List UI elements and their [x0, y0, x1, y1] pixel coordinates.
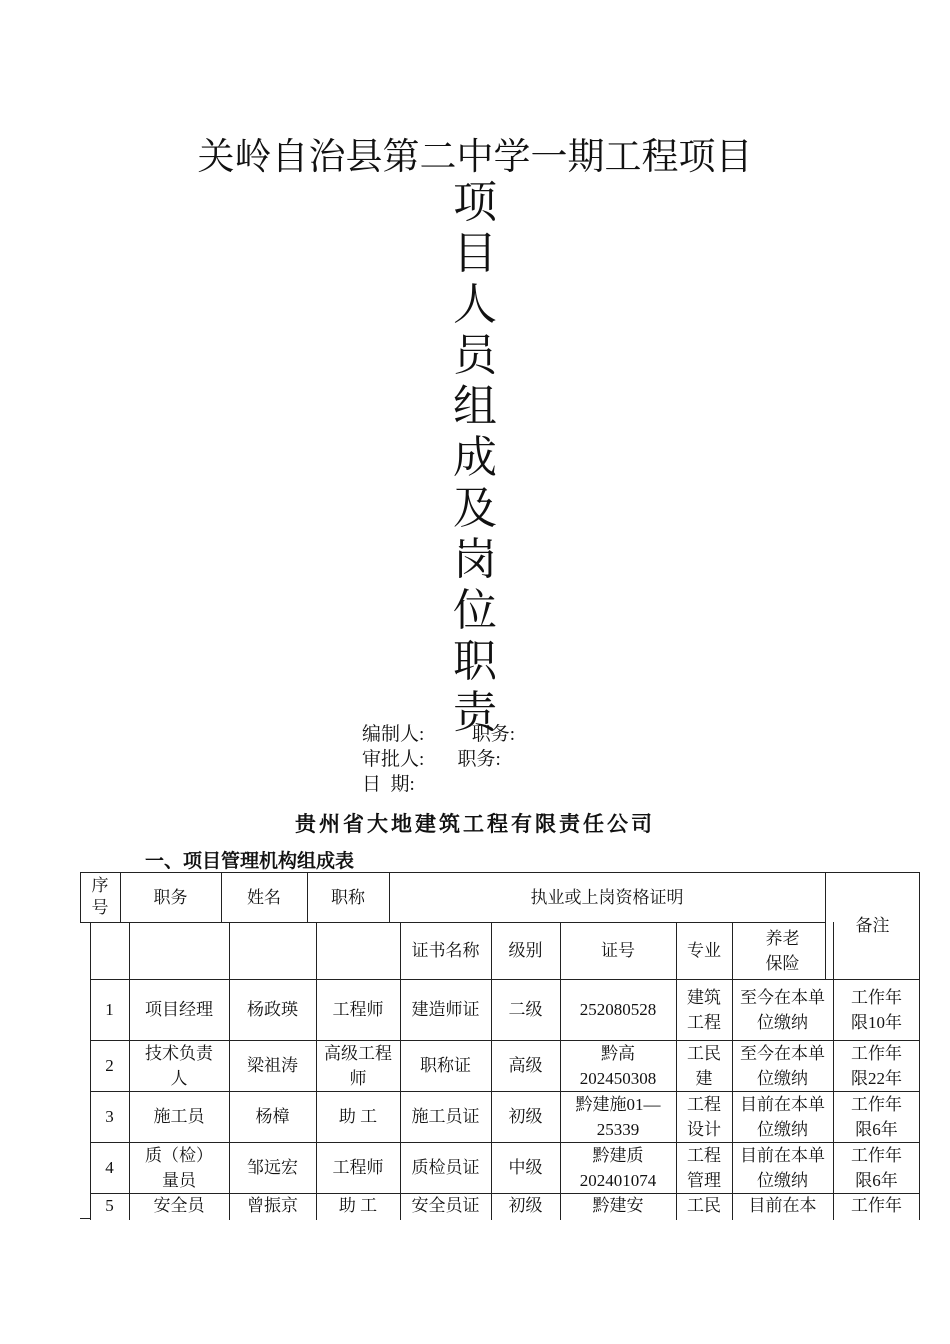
table-rule: [825, 872, 826, 922]
cell-major: 工民: [687, 1196, 721, 1215]
cell-cert-name: 施工员证: [411, 1107, 480, 1126]
header-title: 职称: [331, 887, 365, 907]
vertical-title-char: 职: [453, 636, 497, 687]
cell-title: 高级工程师: [324, 1043, 392, 1088]
cell-level: 二级: [508, 1000, 543, 1019]
cell-remark: 工作年: [851, 1196, 902, 1215]
table-rule: [833, 922, 834, 1220]
header-cert-name: 证书名称: [411, 941, 480, 960]
table-rule: [90, 1142, 920, 1143]
date-line: 日 期:: [362, 774, 415, 795]
table-rule: [90, 979, 920, 980]
table-rule: [400, 922, 401, 1220]
vertical-title-char: 成: [453, 432, 497, 483]
cell-cert-name: 建造师证: [411, 1000, 480, 1019]
table-rule: [80, 922, 825, 923]
cell-major: 工民建: [687, 1043, 721, 1088]
cell-level: 高级: [508, 1056, 543, 1075]
table-rule: [919, 922, 920, 1220]
header-major: 专业: [687, 941, 721, 960]
cell-title: 助 工: [338, 1107, 378, 1126]
header-cert-group: 执业或上岗资格证明: [530, 887, 684, 907]
table-rule: [919, 872, 920, 922]
cell-pension: 目前在本单位缴纳: [740, 1145, 825, 1190]
cell-pension: 至今在本单位缴纳: [740, 1043, 825, 1088]
cell-title: 助 工: [338, 1196, 378, 1215]
cell-level: 初级: [508, 1107, 543, 1126]
header-name: 姓名: [247, 887, 281, 907]
table-rule: [120, 872, 121, 922]
cell-cert-name: 质检员证: [411, 1158, 480, 1177]
vertical-title-char: 及: [453, 483, 497, 534]
cell-name: 曾振京: [247, 1196, 298, 1215]
section-title: 一、项目管理机构组成表: [145, 850, 355, 872]
cell-remark: 工作年限10年: [851, 987, 902, 1032]
cell-cert-no: 黔建施01—25339: [575, 1094, 661, 1139]
compiler-line: 编制人: 职务:: [362, 724, 516, 745]
cell-name: 邹远宏: [247, 1158, 298, 1177]
cell-remark: 工作年限22年: [851, 1043, 902, 1088]
cell-seq: 1: [105, 1000, 114, 1019]
document-title: 关岭自治县第二中学一期工程项目: [197, 135, 753, 178]
cell-remark: 工作年限6年: [851, 1145, 902, 1190]
table-rule: [90, 1091, 920, 1092]
vertical-title-char: 项: [453, 177, 497, 228]
vertical-title-char: 岗: [453, 534, 497, 585]
table-rule: [229, 922, 230, 1220]
cell-position: 安全员: [153, 1196, 205, 1215]
cell-title: 工程师: [332, 1158, 384, 1177]
header-remark: 备注: [855, 916, 890, 935]
vertical-title-char: 员: [453, 330, 497, 381]
cell-cert-name: 安全员证: [411, 1196, 480, 1215]
table-rule: [80, 872, 81, 922]
table-rule: [825, 922, 826, 979]
cell-cert-no: 252080528: [579, 1000, 657, 1019]
signature-block: [362, 722, 515, 797]
vertical-title-char: 目: [453, 228, 497, 279]
header-seq: 序号: [91, 876, 109, 917]
table-rule: [90, 1040, 920, 1041]
table-rule: [732, 922, 733, 1220]
header-position: 职务: [153, 887, 188, 907]
cell-title: 工程师: [332, 1000, 384, 1019]
cell-cert-no: 黔建安: [592, 1196, 644, 1215]
vertical-title-char: 责: [453, 687, 497, 738]
table-rule: [560, 922, 561, 1220]
cell-pension: 目前在本: [748, 1196, 817, 1215]
approver-line: 审批人: 职务:: [362, 749, 501, 770]
cell-name: 杨政瑛: [247, 1000, 298, 1019]
cell-remark: 工作年限6年: [851, 1094, 902, 1139]
cell-level: 中级: [508, 1158, 543, 1177]
cell-cert-no: 黔高202450308: [579, 1043, 657, 1088]
vertical-title-char: 组: [453, 381, 497, 432]
cell-seq: 4: [105, 1158, 114, 1177]
cell-pension: 至今在本单位缴纳: [740, 987, 825, 1032]
header-cert-no: 证号: [601, 941, 635, 960]
cell-seq: 5: [105, 1196, 114, 1215]
cell-pension: 目前在本单位缴纳: [740, 1094, 825, 1139]
table-rule: [307, 872, 308, 922]
cell-level: 初级: [508, 1196, 543, 1215]
company-name: 贵州省大地建筑工程有限责任公司: [295, 812, 655, 836]
cell-cert-no: 黔建质202401074: [579, 1145, 657, 1190]
table-rule: [80, 872, 920, 873]
vertical-title-char: 人: [453, 279, 497, 330]
cell-cert-name: 职称证: [420, 1056, 471, 1075]
cell-position: 技术负责人: [145, 1043, 213, 1088]
table-rule: [676, 922, 677, 1220]
cell-name: 梁祖涛: [247, 1056, 298, 1075]
vertical-title-char: 位: [453, 585, 497, 636]
cell-position: 质（检）量员: [145, 1145, 213, 1190]
cell-seq: 3: [105, 1107, 114, 1126]
header-pension: 养老保险: [765, 928, 800, 973]
table-rule: [221, 872, 222, 922]
cell-major: 工程管理: [687, 1145, 721, 1190]
table-rule: [90, 1193, 920, 1194]
cell-major: 工程设计: [687, 1094, 721, 1139]
cell-seq: 2: [105, 1056, 114, 1075]
table-rule: [80, 1218, 90, 1219]
cell-major: 建筑工程: [687, 987, 721, 1032]
header-level: 级别: [508, 941, 543, 960]
table-rule: [389, 872, 390, 922]
table-rule: [129, 922, 130, 1220]
cell-position: 项目经理: [145, 1000, 213, 1019]
cell-name: 杨樟: [255, 1107, 290, 1126]
table-rule: [316, 922, 317, 1220]
table-rule: [491, 922, 492, 1220]
vertical-title: [430, 177, 520, 738]
cell-position: 施工员: [153, 1107, 205, 1126]
table-rule: [90, 922, 91, 1220]
